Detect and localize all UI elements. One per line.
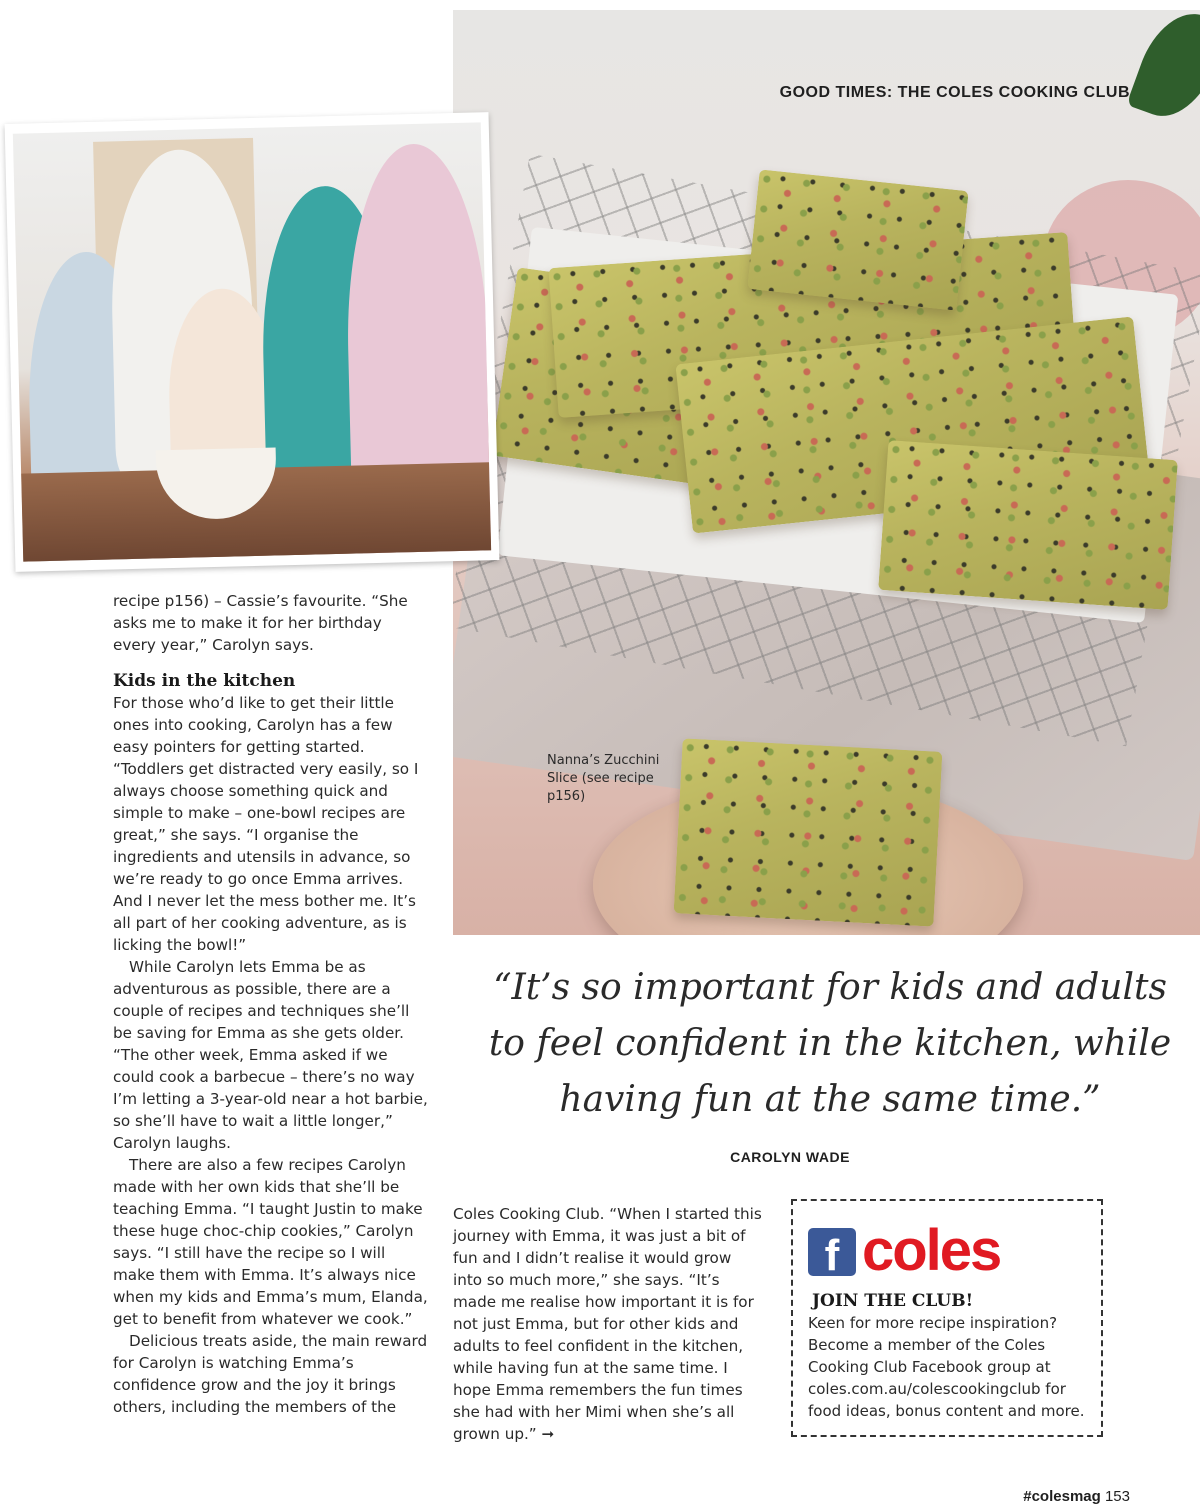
facebook-icon: f: [808, 1228, 856, 1276]
body-paragraph: For those who’d like to get their little ones into cooking, Carolyn has a few easy pointers for getting started. “Toddlers get distracted very easily, so I always choose something quick and simple to make – one-bowl recipes are great,” she says. “I organise the ingredients and utensils in advance, so we’re ready to go once Emma arrives. And I never let the mess bother me. It’s all part of her cooking adventure, as is licking the bowl!”: [113, 694, 419, 954]
left-column: [113, 590, 428, 1418]
join-title: JOIN THE CLUB!: [812, 1291, 974, 1311]
arrow-right-icon: ➞: [541, 1425, 555, 1443]
plated-slice: [674, 738, 943, 926]
family-photo: [5, 112, 500, 572]
middle-column: [453, 1203, 765, 1445]
hashtag: #colesmag: [1023, 1488, 1101, 1505]
coles-logo: coles: [862, 1218, 1001, 1283]
join-text: Keen for more recipe inspiration? Become a member of the Coles Cooking Club Facebook group at coles.com.au/colescookingclub for food ideas, bonus content and more.: [808, 1314, 1085, 1420]
plant-leaf: [1126, 10, 1200, 129]
body-paragraph: There are also a few recipes Carolyn made with her own kids that she’ll be teaching Emma. “I taught Justin to make these huge choc-chip cookies,” Carolyn says. “I still have the recipe so I will make them with Emma. It’s always nice when my kids and Emma’s mum, Elanda, get to benefit from whatever we cook.”: [113, 1156, 428, 1328]
section-label: GOOD TIMES: THE COLES COOKING CLUB: [779, 84, 1130, 101]
intro-text: recipe p156) – Cassie’s favourite. “She asks me to make it for her birthday every year,” Carolyn says.: [113, 592, 408, 654]
pull-quote: “It’s so important for kids and adults to feel confident in the kitchen, while having fun at the same time.”: [488, 967, 1172, 1120]
quote-author: CAROLYN WADE: [730, 1149, 850, 1165]
body-paragraph: Delicious treats aside, the main reward for Carolyn is watching Emma’s confidence grow and the joy it brings others, including the members of the: [113, 1332, 428, 1416]
photo-caption: Nanna’s Zucchini Slice (see recipe p156): [547, 753, 660, 804]
page-footer: [1023, 1488, 1130, 1505]
body-paragraph: Coles Cooking Club. “When I started this journey with Emma, it was just a bit of fun and I didn’t realise it would grow into so much more,” she says. “It’s made me realise how important it is for not just Emma, but for other kids and adults to feel confident in the kitchen, while having fun at the same time. I hope Emma remembers the fun times she had with her Mimi when she’s all grown up.”: [453, 1205, 762, 1443]
subheading: Kids in the kitchen: [113, 671, 296, 691]
page-number: 153: [1104, 1488, 1130, 1505]
slice-piece: [747, 169, 968, 310]
slice-piece: [878, 440, 1178, 610]
body-paragraph: While Carolyn lets Emma be as adventurous as possible, there are a couple of recipes and techniques she’ll be saving for Emma as she gets older. “The other week, Emma asked if we could cook a barbecue – there’s no way I’m letting a 3-year-old near a hot barbie, so she’ll have to wait a little longer,” Carolyn laughs.: [113, 958, 428, 1152]
